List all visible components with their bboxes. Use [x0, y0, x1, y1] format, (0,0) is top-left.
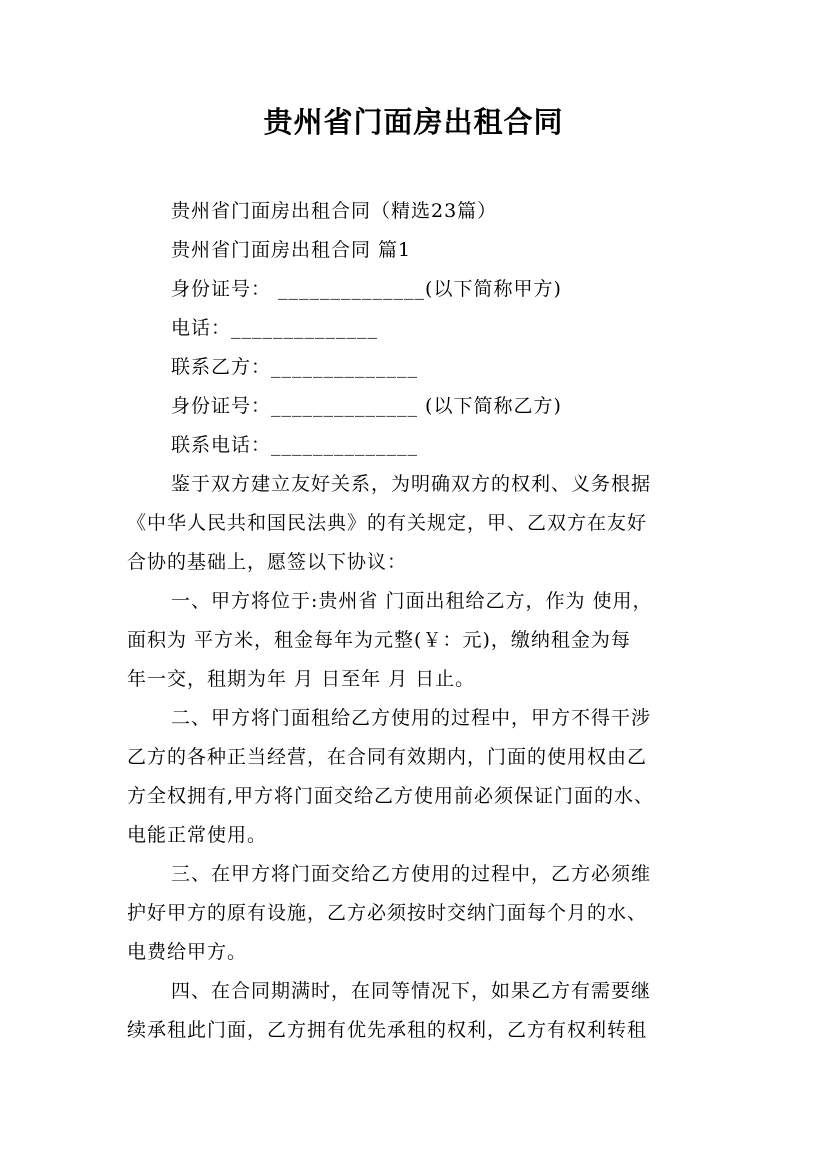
line-preamble-3: 合协的基础上，愿签以下协议： — [127, 551, 408, 573]
line-clause-3b: 护好甲方的原有设施，乙方必须按时交纳门面每个月的水、 — [127, 902, 648, 924]
line-clause-4a: 四、在合同期满时，在同等情况下，如果乙方有需要继 — [171, 980, 652, 1002]
line-clause-3a: 三、在甲方将门面交给乙方使用的过程中，乙方必须维 — [171, 863, 652, 885]
line-preamble-1: 鉴于双方建立友好关系，为明确双方的权利、义务根据 — [171, 473, 652, 495]
line-party-a-id: 身份证号： ______________(以下简称甲方) — [171, 278, 562, 300]
line-clause-2d: 电能正常使用。 — [127, 824, 268, 846]
line-clause-1b: 面积为 平方米，租金每年为元整(￥：元)，缴纳租金为每 — [127, 629, 631, 651]
line-party-b-id: 身份证号：______________ (以下简称乙方) — [171, 395, 562, 417]
line-party-a-phone: 电话：______________ — [171, 317, 379, 339]
document-title: 贵州省门面房出租合同 — [263, 105, 564, 139]
line-clause-1a: 一、甲方将位于:贵州省 门面出租给乙方，作为 使用， — [171, 590, 653, 612]
line-section-heading: 贵州省门面房出租合同 篇1 — [171, 239, 412, 261]
line-party-b-phone: 联系电话：______________ — [171, 434, 419, 456]
line-clause-1c: 年一交，租期为年 月 日至年 月 日止。 — [127, 668, 476, 690]
line-party-b-contact: 联系乙方：______________ — [171, 356, 419, 378]
line-clause-3c: 电费给甲方。 — [127, 941, 248, 963]
line-clause-2b: 乙方的各种正当经营，在合同有效期内，门面的使用权由乙 — [127, 746, 648, 768]
line-clause-4b: 续承租此门面，乙方拥有优先承租的权利，乙方有权利转租 — [127, 1019, 648, 1041]
line-preamble-2: 《中华人民共和国民法典》的有关规定，甲、乙双方在友好 — [127, 512, 648, 534]
line-subtitle: 贵州省门面房出租合同（精选23篇） — [171, 200, 498, 222]
line-clause-2a: 二、甲方将门面租给乙方使用的过程中，甲方不得干涉 — [171, 707, 652, 729]
line-clause-2c: 方全权拥有,甲方将门面交给乙方使用前必须保证门面的水、 — [127, 785, 655, 807]
